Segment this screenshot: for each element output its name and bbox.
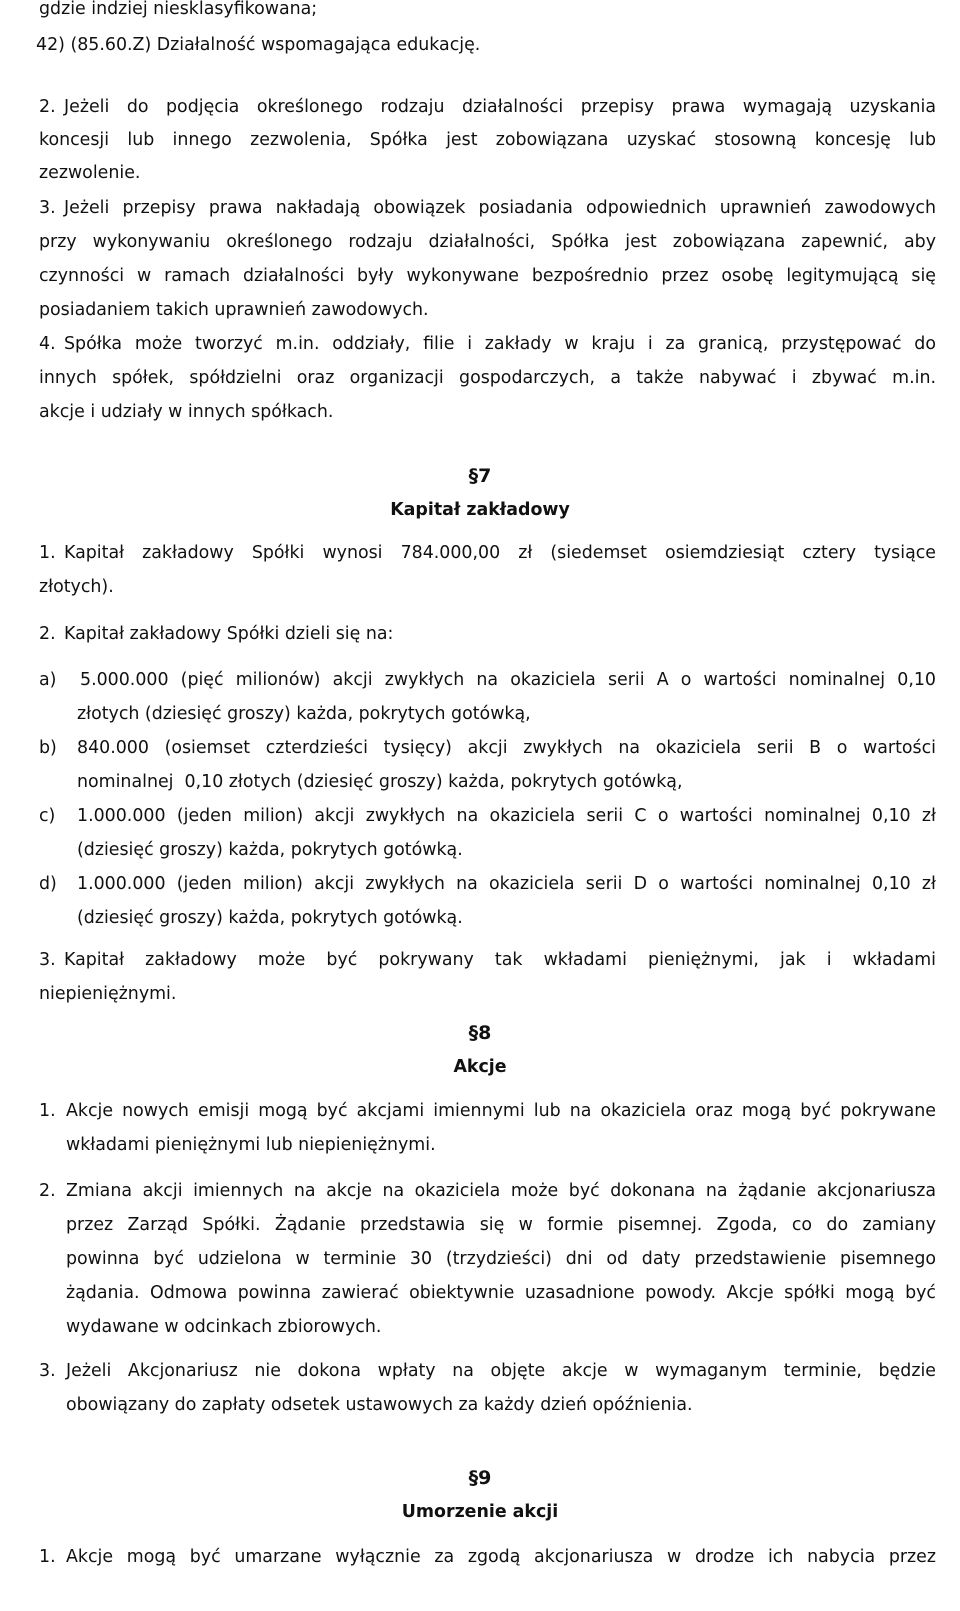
- text-line: niepieniężnymi.: [39, 984, 177, 1004]
- subitem-label: b): [39, 738, 57, 758]
- text-line: przy wykonywaniu określonego rodzaju działalności, Spółka jest zobowiązana zapewnić, aby: [39, 232, 936, 252]
- text-line: złotych).: [39, 577, 114, 597]
- subitem-label: a): [39, 670, 57, 690]
- text-line: Jeżeli przepisy prawa nakładają obowiązek posiadania odpowiednich uprawnień zawodowych: [64, 198, 936, 218]
- text-line: żądania. Odmowa powinna zawierać obiektywnie uzasadnione powody. Akcje spółki mogą być: [66, 1283, 936, 1303]
- item-number: 3.: [39, 198, 56, 218]
- text-line: 1.000.000 (jeden milion) akcji zwykłych na okaziciela serii D o wartości nominalnej 0,10 zł: [77, 874, 936, 894]
- text-line: zezwolenie.: [39, 163, 141, 183]
- text-line: Jeżeli Akcjonariusz nie dokona wpłaty na objęte akcje w wymaganym terminie, będzie: [66, 1361, 936, 1381]
- text-line: (dziesięć groszy) każda, pokrytych gotówką.: [77, 908, 463, 928]
- section-title: Umorzenie akcji: [401, 1502, 559, 1522]
- text-line: Akcje mogą być umarzane wyłącznie za zgodą akcjonariusza w drodze ich nabycia przez: [66, 1547, 936, 1567]
- text-line: 840.000 (osiemset czterdzieści tysięcy) akcji zwykłych na okaziciela serii B o wartości: [77, 738, 936, 758]
- section-sign: §: [468, 1467, 479, 1489]
- text-line: Kapitał zakładowy może być pokrywany tak wkładami pieniężnymi, jak i wkładami: [64, 950, 936, 970]
- text-line: powinna być udzielona w terminie 30 (trzydzieści) dni od daty przedstawienie pisemnego: [66, 1249, 936, 1269]
- subitem-label: c): [39, 806, 56, 826]
- text-line: Kapitał zakładowy Spółki wynosi 784.000,00 zł (siedemset osiemdziesiąt cztery tysiące: [64, 543, 936, 563]
- text-line: Jeżeli do podjęcia określonego rodzaju działalności przepisy prawa wymagają uzyskania: [64, 97, 936, 117]
- text-line: przez Zarząd Spółki. Żądanie przedstawia się w formie pisemnej. Zgoda, co do zamiany: [66, 1215, 936, 1235]
- section-sign: §: [468, 465, 479, 487]
- text-line: wkładami pieniężnymi lub niepieniężnymi.: [66, 1135, 436, 1155]
- item-number: 4.: [39, 334, 56, 354]
- text-line: 1.000.000 (jeden milion) akcji zwykłych na okaziciela serii C o wartości nominalnej 0,10 zł: [77, 806, 936, 826]
- item-number: 2.: [39, 624, 56, 644]
- item-number: 1.: [39, 1547, 56, 1567]
- text-line: (dziesięć groszy) każda, pokrytych gotówką.: [77, 840, 463, 860]
- item-number: 3.: [39, 1361, 56, 1381]
- text-line: Spółka może tworzyć m.in. oddziały, filie i zakłady w kraju i za granicą, przystępować do: [64, 334, 936, 354]
- text-line: nominalnej 0,10 złotych (dziesięć groszy) każda, pokrytych gotówką,: [77, 772, 683, 792]
- text-line: Zmiana akcji imiennych na akcje na okaziciela może być dokonana na żądanie akcjonariusza: [66, 1181, 936, 1201]
- section-sign: §: [468, 1022, 479, 1044]
- section-number: §8: [468, 1022, 492, 1044]
- item-number: 2.: [39, 1181, 56, 1201]
- section-title: Akcje: [453, 1057, 507, 1077]
- item-number: 1.: [39, 1101, 56, 1121]
- section-number: §7: [468, 465, 492, 487]
- text-line: wydawane w odcinkach zbiorowych.: [66, 1317, 382, 1337]
- text-line: innych spółek, spółdzielni oraz organizacji gospodarczych, a także nabywać i zbywać m.in.: [39, 368, 936, 388]
- text-line: koncesji lub innego zezwolenia, Spółka jest zobowiązana uzyskać stosowną koncesję lub: [39, 130, 936, 150]
- item-number: 1.: [39, 543, 56, 563]
- text-line: złotych (dziesięć groszy) każda, pokrytych gotówką,: [77, 704, 531, 724]
- section-number: §9: [468, 1467, 492, 1489]
- section-title: Kapitał zakładowy: [390, 500, 570, 520]
- text-line: 5.000.000 (pięć milionów) akcji zwykłych na okaziciela serii A o wartości nominalnej 0,10: [80, 670, 936, 690]
- text-line: posiadaniem takich uprawnień zawodowych.: [39, 300, 429, 320]
- text-line: Akcje nowych emisji mogą być akcjami imiennymi lub na okaziciela oraz mogą być pokrywane: [66, 1101, 936, 1121]
- text-line: gdzie indziej niesklasyfikowana;: [39, 0, 318, 19]
- item-number: 2.: [39, 97, 56, 117]
- item-number: 3.: [39, 950, 56, 970]
- text-line: Kapitał zakładowy Spółki dzieli się na:: [64, 624, 394, 644]
- text-line: obowiązany do zapłaty odsetek ustawowych za każdy dzień opóźnienia.: [66, 1395, 693, 1415]
- subitem-label: d): [39, 874, 57, 894]
- text-line: czynności w ramach działalności były wykonywane bezpośrednio przez osobę legitymującą się: [39, 266, 936, 286]
- list-item-42: 42) (85.60.Z) Działalność wspomagająca edukację.: [36, 35, 481, 55]
- text-line: akcje i udziały w innych spółkach.: [39, 402, 334, 422]
